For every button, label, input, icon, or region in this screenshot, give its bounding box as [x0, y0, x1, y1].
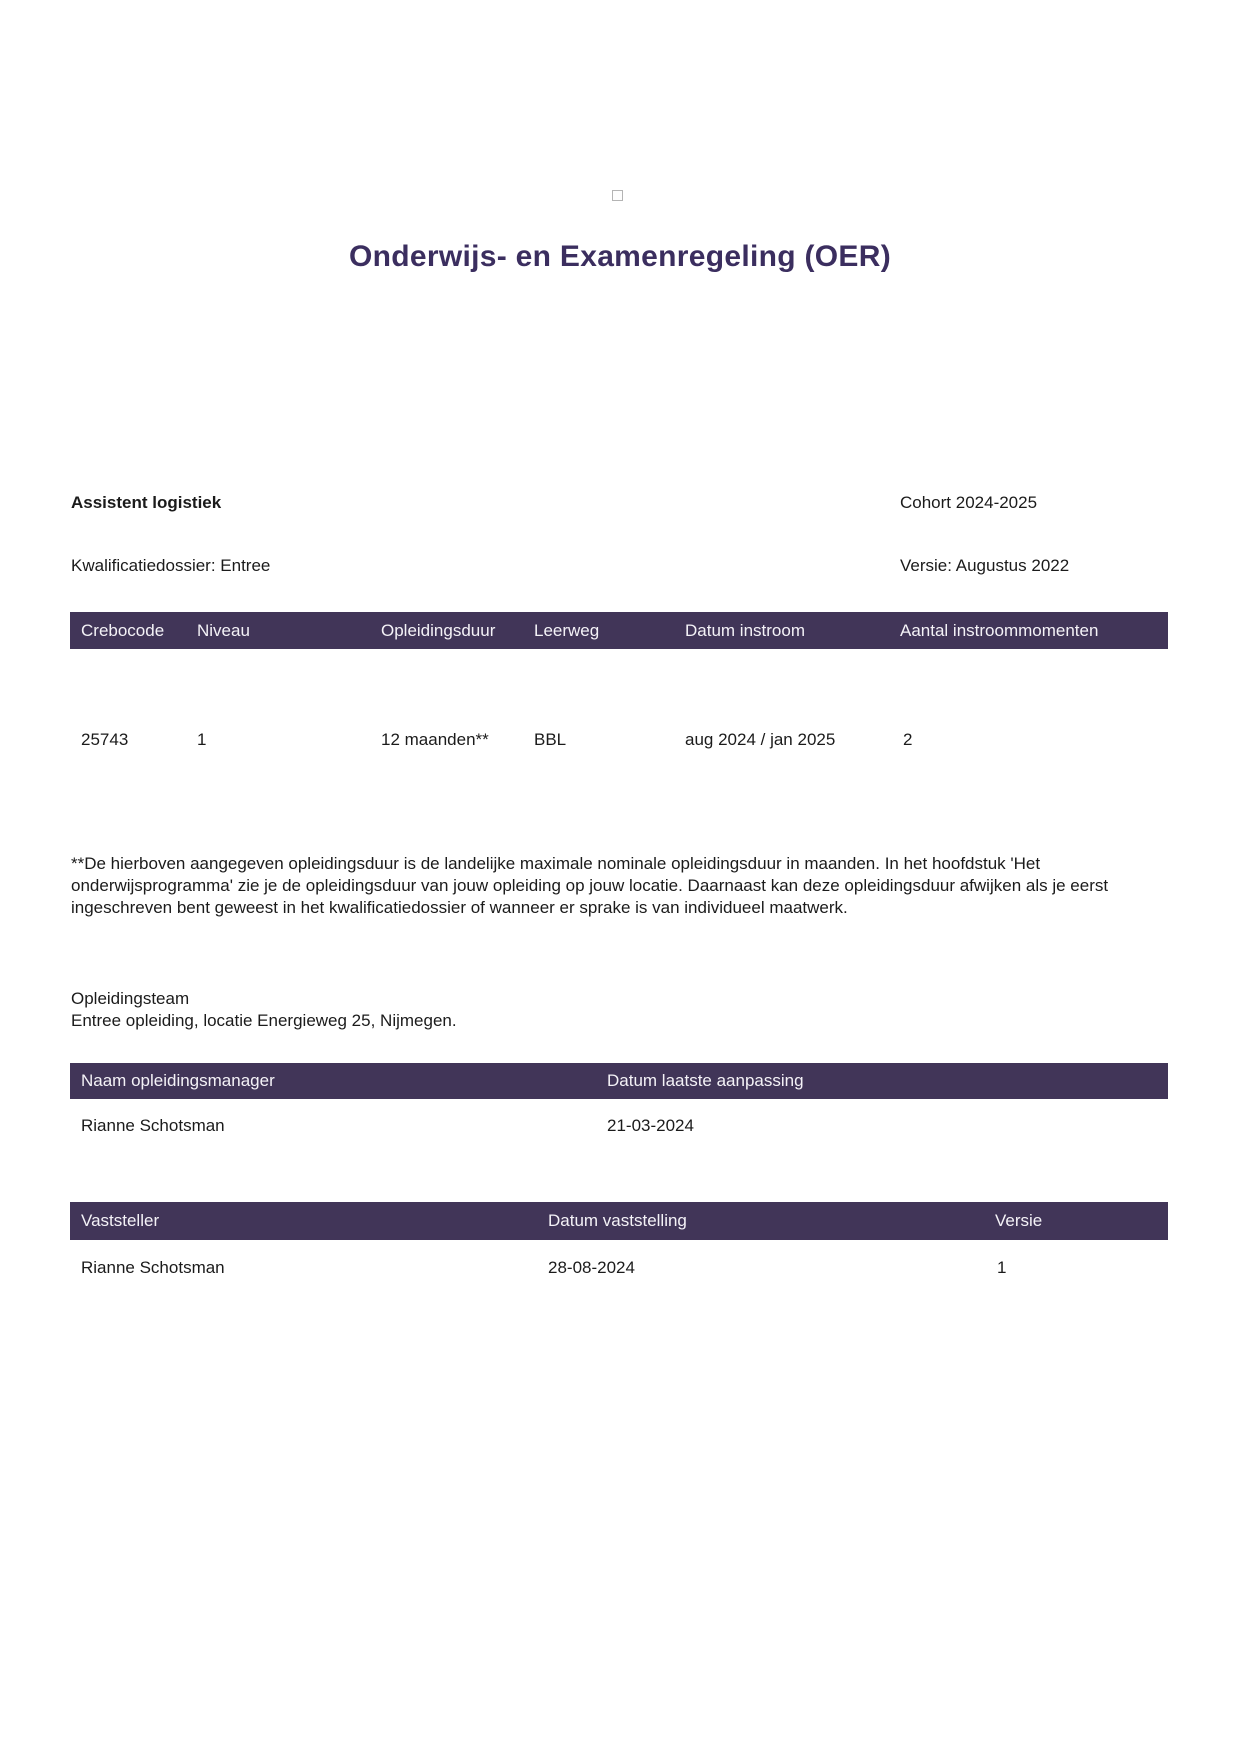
- column-header-datum-vaststelling: Datum vaststelling: [548, 1211, 687, 1230]
- cohort-label: Cohort 2024-2025: [900, 493, 1038, 512]
- cell-versie: 1: [997, 1258, 1007, 1277]
- cell-niveau: 1: [197, 730, 207, 749]
- cell-opleidingsduur: 12 maanden**: [381, 730, 489, 749]
- program-table: [70, 612, 1168, 772]
- cell-leerweg: BBL: [534, 730, 567, 749]
- column-header-leerweg: Leerweg: [534, 621, 600, 640]
- program-table-header-row: [70, 612, 1168, 649]
- manager-table-header-row: [70, 1063, 1168, 1099]
- column-header-naam-opleidingsmanager: Naam opleidingsmanager: [81, 1071, 275, 1090]
- cell-datum-instroom: aug 2024 / jan 2025: [685, 730, 836, 749]
- column-header-opleidingsduur: Opleidingsduur: [381, 621, 496, 640]
- document-title: Onderwijs- en Examenregeling (OER): [349, 240, 891, 273]
- column-header-vaststeller: Vaststeller: [81, 1211, 160, 1230]
- qualification-dossier-label: Kwalificatiedossier: Entree: [71, 556, 271, 575]
- approval-table: [70, 1202, 1168, 1297]
- column-header-datum-laatste-aanpassing: Datum laatste aanpassing: [607, 1071, 804, 1090]
- cell-vaststeller: Rianne Schotsman: [81, 1258, 225, 1277]
- version-label: Versie: Augustus 2022: [900, 556, 1070, 575]
- program-table-row: [70, 730, 1168, 754]
- column-header-crebocode: Crebocode: [81, 621, 165, 640]
- column-header-datum-instroom: Datum instroom: [685, 621, 805, 640]
- approval-table-header-row: [70, 1202, 1168, 1240]
- cell-crebocode: 25743: [81, 730, 129, 749]
- manager-table: [70, 1063, 1168, 1153]
- approval-table-row: [70, 1258, 1168, 1282]
- cell-opleidingsmanager: Rianne Schotsman: [81, 1116, 225, 1135]
- column-header-versie: Versie: [995, 1211, 1043, 1230]
- cell-aantal-instroommomenten: 2: [903, 730, 913, 749]
- team-location: Entree opleiding, locatie Energieweg 25, Nijmegen.: [71, 1011, 457, 1030]
- team-label: Opleidingsteam: [71, 989, 190, 1008]
- duration-footnote: **De hierboven aangegeven opleidingsduur is de landelijke maximale nominale opleidingsduur in maanden. In het hoofdstuk 'Het onderwijsprogramma' zie je de opleidingsduur van jouw opleiding op jouw locatie. Daarnaast kan deze opleidingsduur afwijken als je eerst ingeschreven bent geweest in het kwalificatiedossier of wanneer er sprake is van individueel maatwerk.: [71, 854, 1109, 917]
- column-header-niveau: Niveau: [197, 621, 250, 640]
- program-name: Assistent logistiek: [71, 493, 222, 512]
- column-header-aantal-instroommomenten: Aantal instroommomenten: [900, 621, 1099, 640]
- cell-datum-laatste-aanpassing: 21-03-2024: [607, 1116, 694, 1135]
- manager-table-row: [70, 1116, 1168, 1140]
- missing-image-placeholder-icon: [612, 190, 623, 201]
- cell-datum-vaststelling: 28-08-2024: [548, 1258, 635, 1277]
